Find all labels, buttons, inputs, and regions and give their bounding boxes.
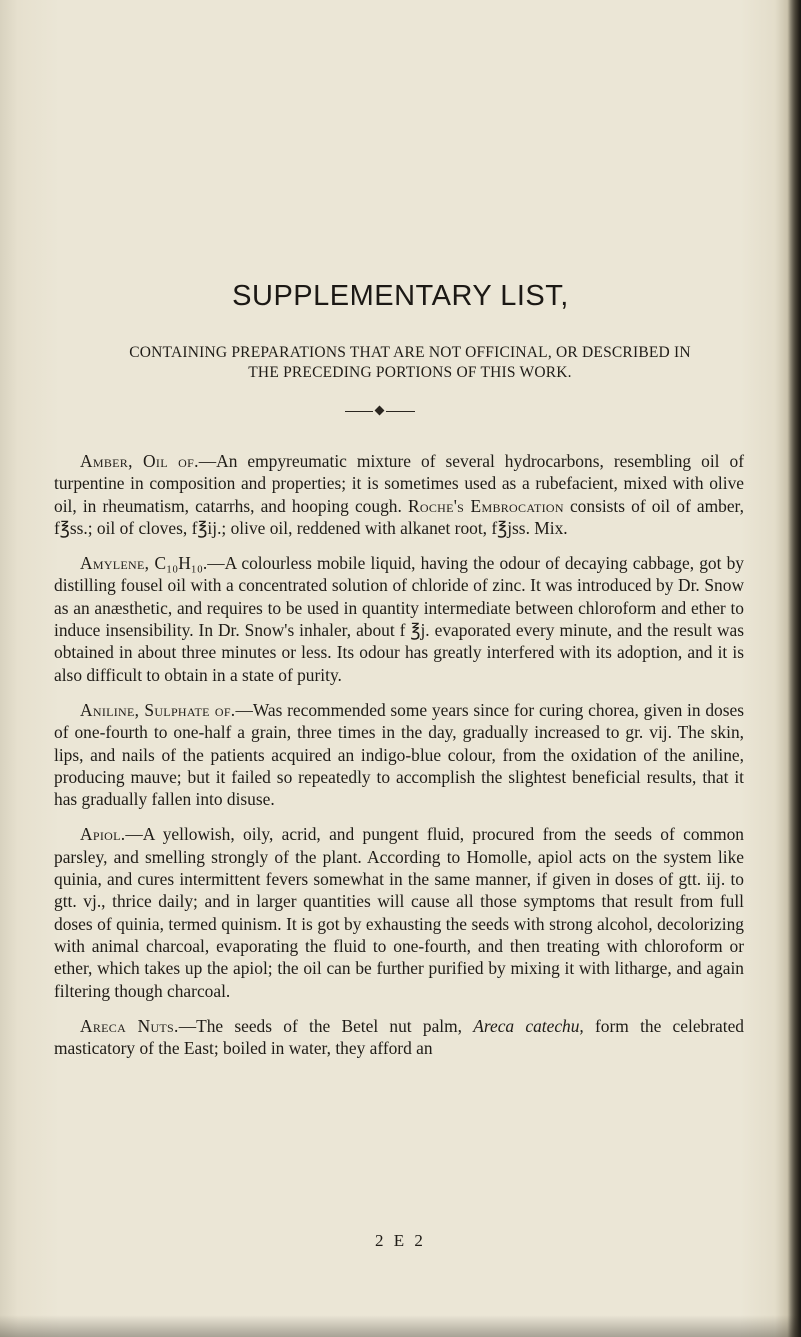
entry-heading: Aniline, Sulphate of. — [80, 699, 236, 720]
entry-apiol — [54, 823, 744, 1001]
entry-text: —An empyreumatic mixture of several hydrocarbons, resembling oil of turpentine in composition and properties; it is sometimes used as a rubefacient, mixed with olive oil, in rheumatism, catarrhs, and hooping cough. — [54, 451, 744, 516]
entry-text: —Was recommended some years since for curing chorea, given in doses of one-fourth to one-half a grain, three times in the day, gradually increased to gr. vij. The skin, lips, and nails of the patients acquired an indigo-blue colour, from the oxidation of the aniline, producing mauve; but it failed so repeatedly to accomplish the slightest beneficial results, that it has gradually fallen into disuse. — [54, 699, 744, 810]
entry-text: form the celebrated masticatory of the East; boiled in water, they afford an — [54, 1015, 744, 1059]
entries-list — [54, 450, 744, 1072]
page-edge-shadow — [787, 0, 801, 1337]
subtitle-line-2: THE PRECEDING PORTIONS OF THIS WORK. — [248, 364, 572, 381]
page-subtitle — [40, 343, 780, 383]
entry-text: —The seeds of the Betel nut palm, — [178, 1015, 474, 1036]
entry-text: consists of oil of amber, f℥ss.; oil of cloves, f℥ij.; olive oil, reddened with alkanet root, f℥jss. Mix. — [54, 495, 744, 538]
entry-heading: Amber, Oil of. — [80, 451, 199, 471]
entry-text: —A colourless mobile liquid, having the odour of decaying cabbage, got by distilling fousel oil with a concentrated solution of chloride of zinc. It was introduced by Dr. Snow as an anæsthetic, and requires to be used in quantity intermediate between chloroform and ether to induce insensibility. In Dr. Snow's inhaler, about f ℥j. evaporated every minute, and the result was obtained in about three minutes or less. Its odour has greatly interfered with its adoption, and it is also difficult to obtain in a state of purity. — [54, 553, 744, 685]
entry-areca-nuts — [54, 1015, 744, 1060]
subtitle-line-1: CONTAINING PREPARATIONS THAT ARE NOT OFFICINAL, OR DESCRIBED IN — [129, 344, 691, 361]
chemical-formula: C₁₀H₁₀. — [154, 553, 208, 574]
entry-heading: Areca Nuts. — [80, 1015, 179, 1036]
section-divider-ornament — [345, 407, 415, 415]
page-title: SUPPLEMENTARY LIST, — [232, 280, 569, 312]
entry-heading: Apiol. — [80, 824, 126, 845]
entry-heading: Amylene, — [80, 553, 150, 574]
entry-italic-term: Areca catechu, — [473, 1015, 584, 1036]
entry-text: —A yellowish, oily, acrid, and pungent fluid, procured from the seeds of common parsley, and smelling strongly of the plant. According to Homolle, apiol acts on the system like quinia, and cures intermittent fevers somewhat in the same manner, if given in doses of gtt. iij. to gtt. vj., thrice daily; and in larger quantities will cause all those symptoms that result from full doses of quinia, termed quinism. It is got by exhausting the seeds with strong alcohol, decolorizing with animal charcoal, evaporating the fluid to one-fourth, and then treating with chloroform or ether, which takes up the apiol; the oil can be further purified by mixing it with litharge, and again filtering though charcoal. — [54, 824, 744, 1001]
entry-subheading: Roche's Embrocation — [407, 495, 564, 516]
page-bottom-shadow — [0, 1315, 801, 1337]
entry-amylene — [54, 552, 744, 686]
entry-amber-oil — [54, 450, 744, 539]
signature-mark: 2 E 2 — [375, 1231, 426, 1250]
entry-aniline-sulphate — [54, 699, 744, 810]
